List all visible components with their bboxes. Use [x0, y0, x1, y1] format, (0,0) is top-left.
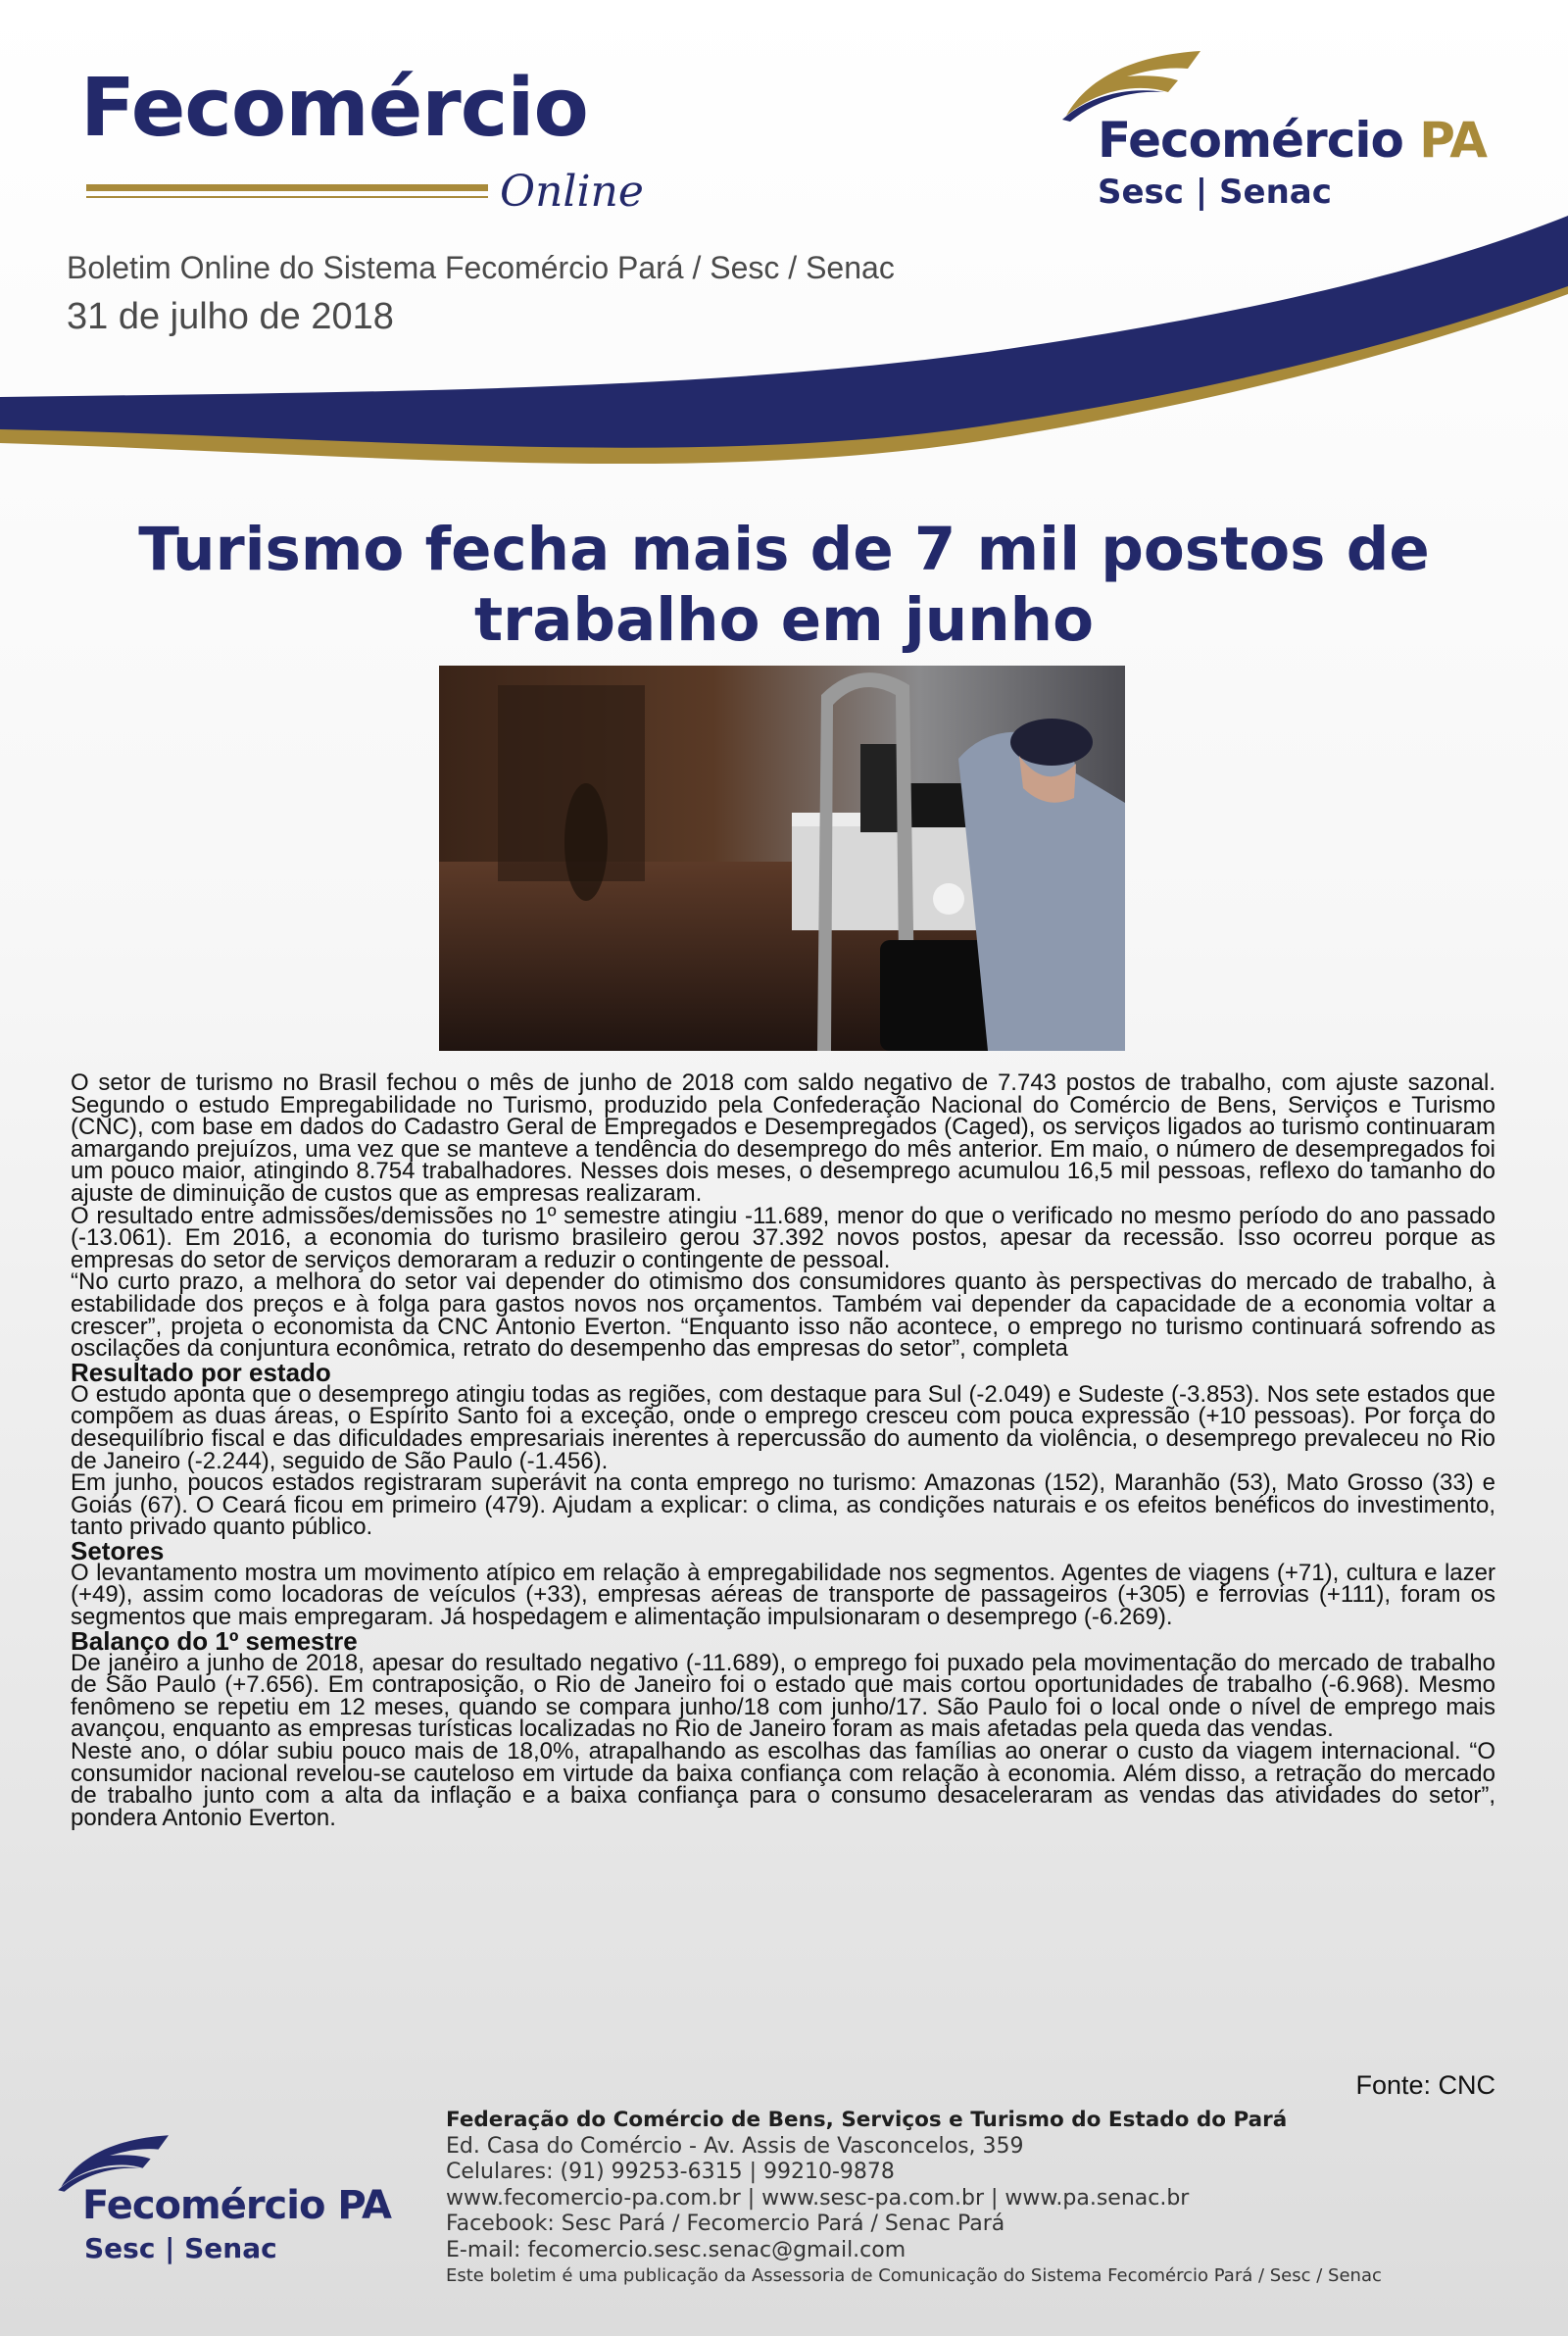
article-paragraph: O setor de turismo no Brasil fechou o mês de junho de 2018 com saldo negativo de 7.743 postos de trabalho, com ajuste sazonal. Segundo o estudo Empregabilidade no Turismo, produzido pela Confederação Nacional do Comércio de Bens, Serviços e Turismo (CNC), com base em dados do Cadastro Geral de Empregados e Desempregados (Caged), os serviços ligados ao turismo continuaram amargando prejuízos, uma vez que se manteve a tendência do desemprego do mês anterior. Em maio, o número de desempregados foi um pouco maior, atingindo 8.754 trabalhadores. Nesses dois meses, o desemprego acumulou 16,5 mil pessoas, reflexo do tamanho do ajuste de diminuição de custos que as empresas realizaram. — [71, 1069, 1495, 1207]
article-title: Turismo fecha mais de 7 mil postos de trabalho em junho — [138, 515, 1430, 655]
org-logo-units: Sesc | Senac — [1098, 173, 1332, 212]
footer-logo-name-text: Fecomércio — [82, 2183, 325, 2228]
footer-note: Este boletim é uma publicação da Assessoria de Comunicação do Sistema Fecomércio Pará / Sesc / Senac — [446, 2265, 1382, 2286]
article-paragraph: O estudo aponta que o desemprego atingiu todas as regiões, com destaque para Sul (-2.049) e Sudeste (-3.853). Nos sete estados que compõem as duas áreas, o Espírito Santo foi a exceção, onde o emprego cresceu com pouca expressão (+10 pessoas). Por força do desequilíbrio fiscal e das dificuldades empresariais inerentes à repercussão do aumento da violência, o desemprego prevaleceu no Rio de Janeiro (-2.244), seguido de São Paulo (-1.456). — [71, 1380, 1495, 1474]
brand-rule — [86, 184, 488, 191]
article-paragraph: O resultado entre admissões/demissões no 1º semestre atingiu -11.689, menor do que o verificado no mesmo período do ano passado (-13.061). Em 2016, a economia do turismo brasileiro gerou 37.392 novos postos, apesar da recessão. Isso ocorreu porque as empresas do setor de serviços demoraram a reduzir o contingente de pessoal. — [71, 1202, 1495, 1273]
section-heading-estado: Resultado por estado — [71, 1357, 331, 1387]
footer-facebook: Facebook: Sesc Pará / Fecomercio Pará / Senac Pará — [446, 2212, 1005, 2236]
header-wave — [0, 216, 1568, 510]
article-paragraph: “No curto prazo, a melhora do setor vai depender do otimismo dos consumidores quanto às perspectivas do mercado de trabalho, à estabilidade dos preços e à folga para gastos novos nos orçamentos. Também vai depender da capacidade de a economia voltar a crescer”, projeta o economista da CNC Antonio Everton. “Enquanto isso não acontece, o emprego no turismo continuará sofrendo as oscilações da conjuntura econômica, retrato do desempenho das empresas do setor”, completa — [71, 1268, 1495, 1363]
section-heading-setores: Setores — [71, 1535, 165, 1566]
footer-federation: Federação do Comércio de Bens, Serviços e Turismo do Estado do Pará — [446, 2108, 1288, 2132]
org-logo — [1058, 47, 1509, 214]
article-paragraph: De janeiro a junho de 2018, apesar do resultado negativo (-11.689), o emprego foi puxado pela movimentação do mercado de trabalho de São Paulo (+7.656). Em contraposição, o Rio de Janeiro foi o estado que mais cortou oportunidades de trabalho (-6.968). Mesmo fenômeno se repetiu em 12 meses, quando se compara junho/18 com junho/17. São Paulo foi o local onde o nível de emprego mais avançou, enquanto as empresas turísticas localizadas no Rio de Janeiro foram as mais afetadas pela queda das vendas. — [71, 1649, 1495, 1743]
org-logo-name — [1098, 112, 1487, 169]
footer-websites[interactable]: www.fecomercio-pa.com.br | www.sesc-pa.com.br | www.pa.senac.br — [446, 2185, 1190, 2211]
article-paragraph: Em junho, poucos estados registraram superávit na conta emprego no turismo: Amazonas (152), Maranhão (53), Mato Grosso (33) e Goiás (67). O Ceará ficou em primeiro (479). Ajudam a explicar: o clima, as condições naturais e os efeitos benéficos do investimento, tanto privado quanto público. — [71, 1469, 1495, 1541]
footer-email[interactable]: E-mail: fecomercio.sesc.senac@gmail.com — [446, 2237, 906, 2262]
footer-address: Ed. Casa do Comércio - Av. Assis de Vasconcelos, 359 — [446, 2133, 1024, 2159]
brand-rule-thin — [86, 196, 488, 198]
masthead-logo — [80, 62, 649, 225]
footer-logo-units: Sesc | Senac — [84, 2232, 277, 2264]
article-paragraph: O levantamento mostra um movimento atípico em relação à empregabilidade nos segmentos. Agentes de viagens (+71), cultura e lazer (+49), assim como locadoras de veículos (+33), empresas aéreas de transporte de passageiros (+305) e ferrovias (+111), foram os segmentos que mais empregaram. Já hospedagem e alimentação impulsionaram o desemprego (-6.269). — [71, 1559, 1495, 1631]
footer-logo — [55, 2132, 408, 2289]
article-body — [71, 1069, 1495, 1831]
article-paragraph: Neste ano, o dólar subiu pouco mais de 18,0%, atrapalhando as escolhas das famílias ao onerar o custo da viagem internacional. “O consumidor nacional revelou-se cauteloso em virtude da baixa confiança com relação à economia. Além disso, a retração do mercado de trabalho junto com a alta da inflação e a baixa confiança para o consumo desaceleraram as vendas das atividades do setor”, pondera Antonio Everton. — [71, 1738, 1495, 1831]
bulletin-date: 31 de julho de 2018 — [67, 296, 394, 337]
org-logo-suffix: PA — [1419, 112, 1488, 169]
footer-logo-name — [82, 2183, 391, 2228]
article-photo — [439, 666, 1125, 1051]
section-heading-balanco: Balanço do 1º semestre — [71, 1625, 358, 1656]
footer-logo-suffix: PA — [337, 2183, 392, 2228]
brand-subtitle: Online — [500, 167, 644, 217]
footer-phones: Celulares: (91) 99253-6315 | 99210-9878 — [446, 2160, 895, 2184]
org-logo-name-text: Fecomércio — [1098, 112, 1403, 169]
article-source: Fonte: CNC — [1355, 2070, 1495, 2100]
bulletin-tagline: Boletim Online do Sistema Fecomércio Pará / Sesc / Senac — [67, 250, 895, 285]
brand-title: Fecomércio — [80, 62, 588, 155]
footer-contact — [446, 2108, 1534, 2290]
hotel-bellboy-photo — [439, 666, 1125, 1051]
